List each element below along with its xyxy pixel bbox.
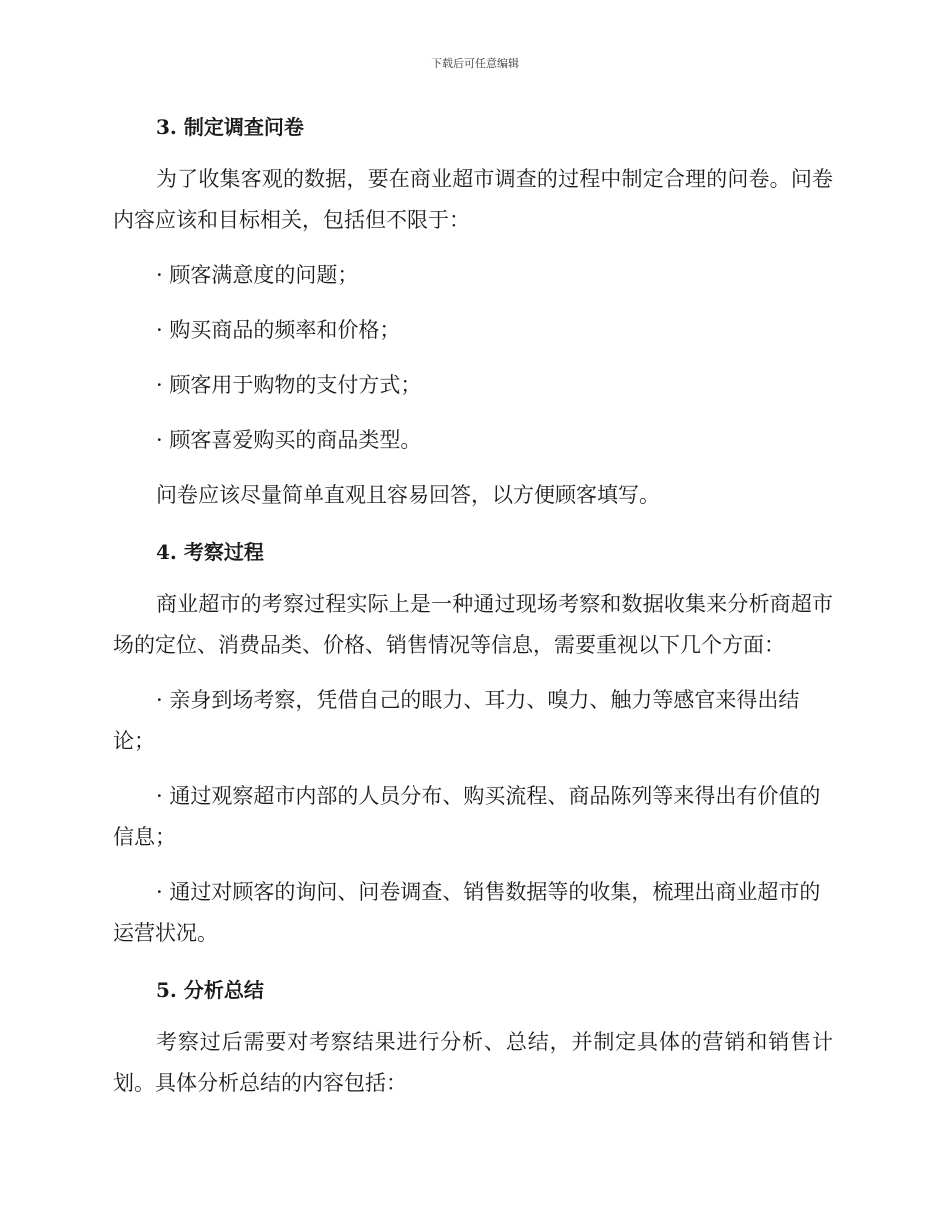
- section-3-intro: 为了收集客观的数据，要在商业超市调查的过程中制定合理的问卷。问卷内容应该和目标相关，包括但不限于：: [113, 167, 833, 232]
- document-body: [113, 105, 833, 1118]
- section-heading-3: 3. 制定调查问卷: [156, 115, 304, 139]
- section-4-bullet-1: · 亲身到场考察，凭借自己的眼力、耳力、嗅力、触力等感官来得出结论；: [113, 688, 800, 753]
- section-4-bullet-2: · 通过观察超市内部的人员分布、购买流程、商品陈列等来得出有价值的信息；: [113, 784, 821, 849]
- section-3-bullet-1: · 顾客满意度的问题；: [156, 263, 359, 287]
- section-heading-4: 4. 考察过程: [156, 540, 264, 564]
- section-3-bullet-2: · 购买商品的频率和价格；: [156, 318, 401, 342]
- section-4-bullet-3: · 通过对顾客的询问、问卷调查、销售数据等的收集，梳理出商业超市的运营状况。: [113, 880, 821, 945]
- section-5-intro: 考察过后需要对考察结果进行分析、总结，并制定具体的营销和销售计划。具体分析总结的内容包括：: [113, 1030, 833, 1095]
- section-heading-5: 5. 分析总结: [156, 978, 264, 1002]
- section-3-bullet-4: · 顾客喜爱购买的商品类型。: [156, 428, 422, 452]
- page-header: 下载后可任意编辑: [431, 57, 519, 70]
- section-4-intro: 商业超市的考察过程实际上是一种通过现场考察和数据收集来分析商超市场的定位、消费品类、价格、销售情况等信息，需要重视以下几个方面：: [113, 592, 833, 657]
- section-3-bullet-3: · 顾客用于购物的支付方式；: [156, 373, 422, 397]
- section-3-closing: 问卷应该尽量简单直观且容易回答，以方便顾客填写。: [156, 483, 660, 507]
